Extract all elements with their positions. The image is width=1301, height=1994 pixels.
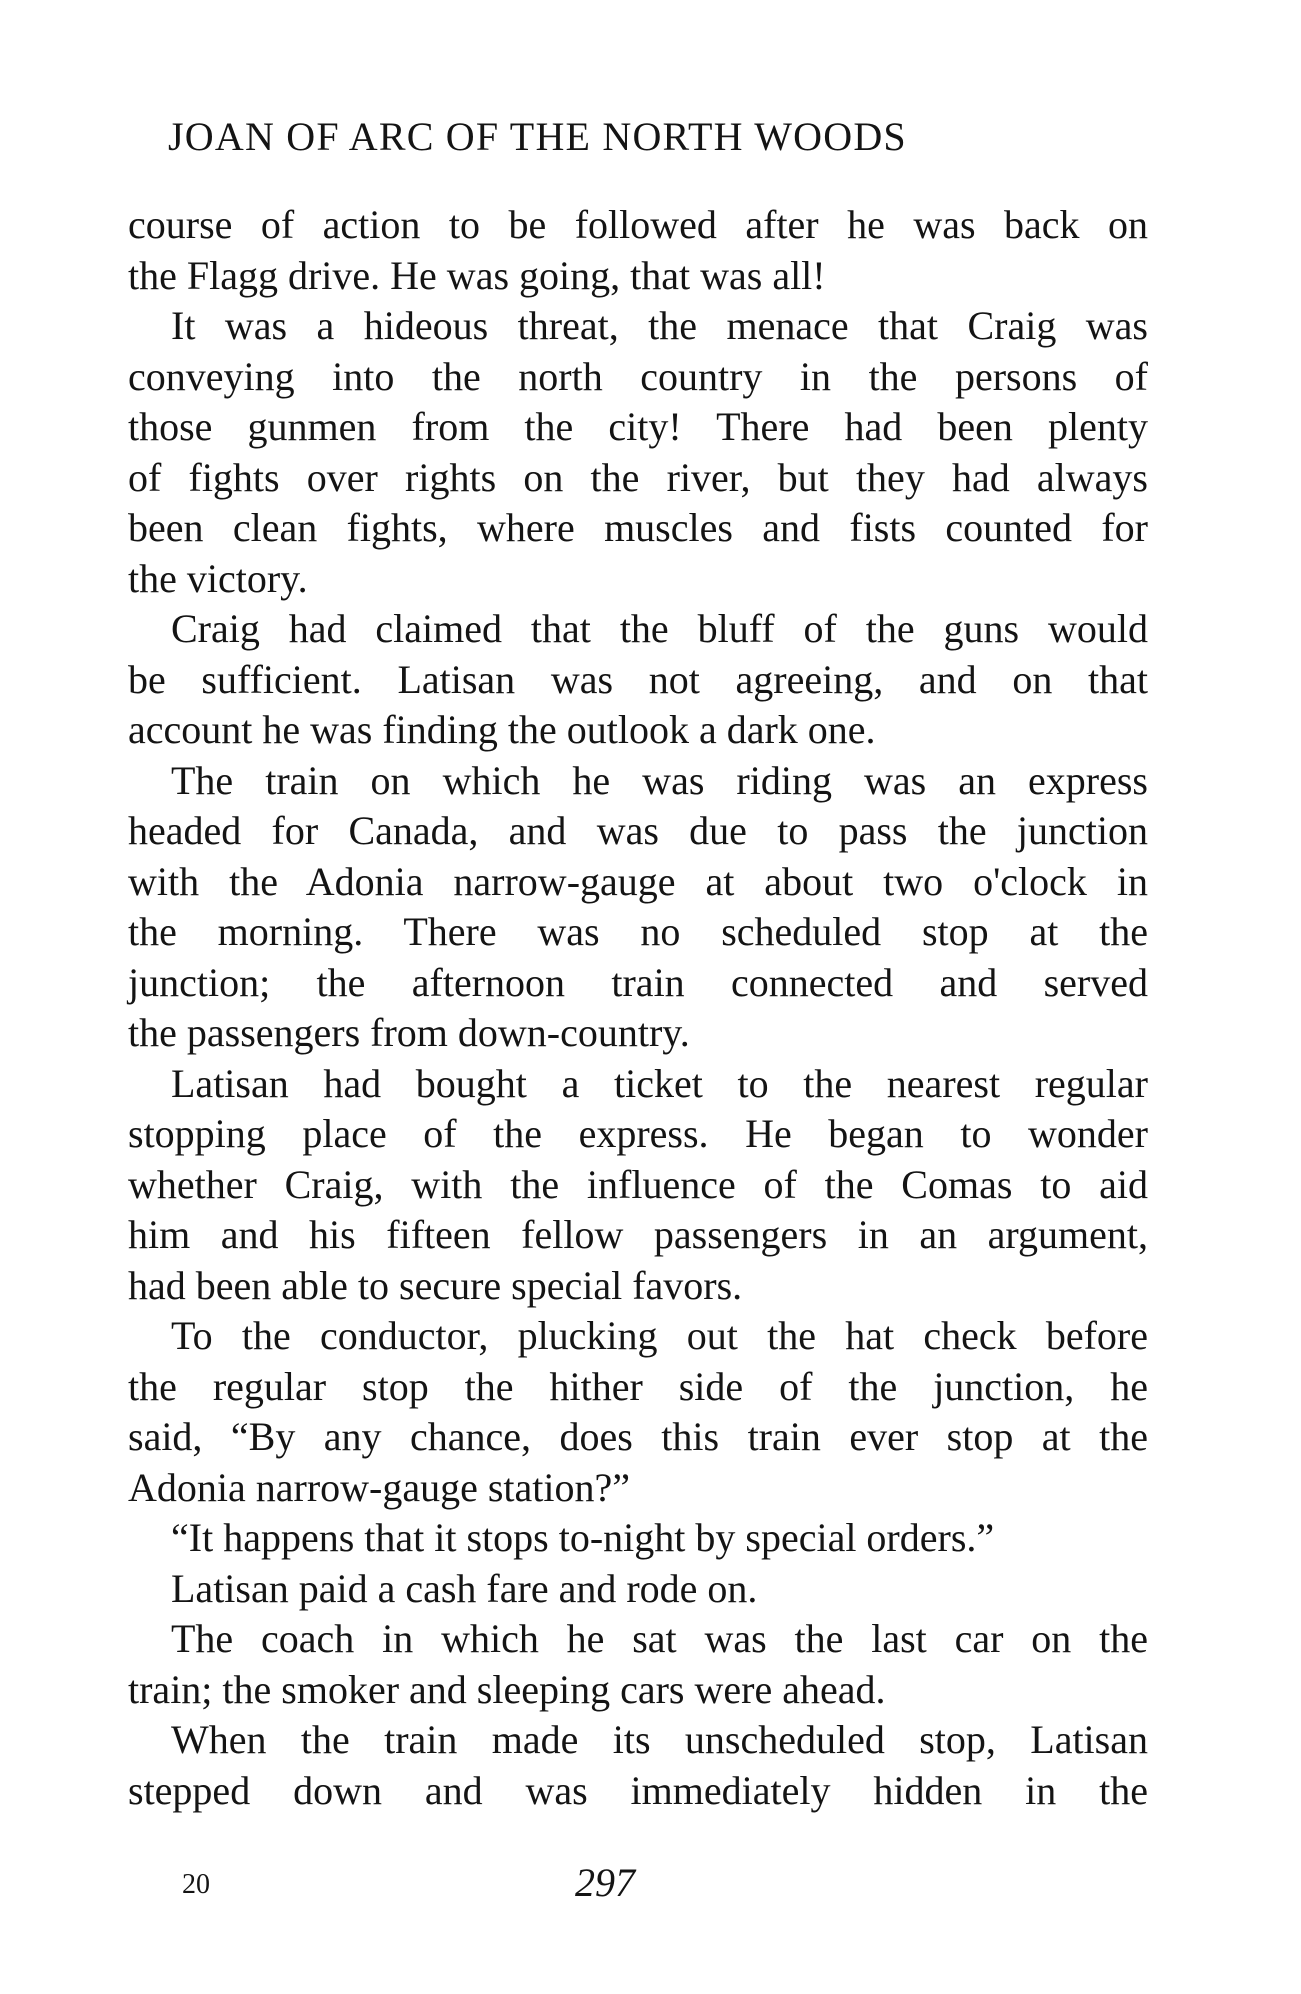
text-line: It was a hideous threat, the menace that Craig was xyxy=(171,303,1148,348)
text-line: stopping place of the express. He began to wonder xyxy=(128,1111,1148,1156)
text-line: The train on which he was riding was an express xyxy=(171,757,1148,803)
text-line: When the train made its unscheduled stop, Latisan xyxy=(171,1717,1148,1762)
text-line: the regular stop the hither side of the junction, he xyxy=(128,1363,1148,1409)
text-line: Latisan paid a cash fare and rode on. xyxy=(171,1565,758,1611)
text-line: had been able to secure special favors. xyxy=(128,1262,743,1308)
text-line: course of action to be followed after he was back on xyxy=(128,202,1148,247)
text-line: account he was finding the outlook a dark one. xyxy=(128,707,876,752)
text-line: been clean fights, where muscles and fists counted for xyxy=(128,505,1148,550)
text-line: Adonia narrow-gauge station?” xyxy=(128,1464,631,1510)
body-text xyxy=(128,200,1148,1816)
running-head: JOAN OF ARC OF THE NORTH WOODS xyxy=(168,114,907,159)
text-line: headed for Canada, and was due to pass the junction xyxy=(128,808,1148,853)
page-number: 297 xyxy=(575,1860,635,1905)
text-line: the passengers from down-country. xyxy=(128,1010,690,1055)
text-line: the morning. There was no scheduled stop at the xyxy=(128,909,1148,954)
signature-mark: 20 xyxy=(182,1869,210,1900)
text-line: the Flagg drive. He was going, that was all! xyxy=(128,252,826,298)
text-line: of fights over rights on the river, but they had always xyxy=(128,454,1148,500)
text-line: with the Adonia narrow-gauge at about two o'clock in xyxy=(128,858,1148,904)
text-line: junction; the afternoon train connected and served xyxy=(128,959,1148,1005)
text-line: conveying into the north country in the persons of xyxy=(128,353,1148,399)
text-line: The coach in which he sat was the last car on the xyxy=(171,1616,1148,1661)
text-line: said, “By any chance, does this train ever stop at the xyxy=(128,1414,1148,1459)
text-line: Latisan had bought a ticket to the nearest regular xyxy=(171,1060,1148,1106)
text-line: Craig had claimed that the bluff of the guns would xyxy=(171,606,1148,651)
text-line: be sufficient. Latisan was not agreeing, and on that xyxy=(128,656,1148,702)
text-line: stepped down and was immediately hidden in the xyxy=(128,1767,1148,1813)
text-line: him and his fifteen fellow passengers in an argument, xyxy=(128,1212,1148,1257)
text-line: “It happens that it stops to-night by special orders.” xyxy=(171,1515,995,1560)
text-line: whether Craig, with the influence of the Comas to aid xyxy=(128,1161,1148,1207)
text-line: those gunmen from the city! There had been plenty xyxy=(128,404,1148,449)
text-line: train; the smoker and sleeping cars were ahead. xyxy=(128,1666,886,1712)
text-line: To the conductor, plucking out the hat check before xyxy=(171,1313,1148,1358)
text-line: the victory. xyxy=(128,555,308,601)
